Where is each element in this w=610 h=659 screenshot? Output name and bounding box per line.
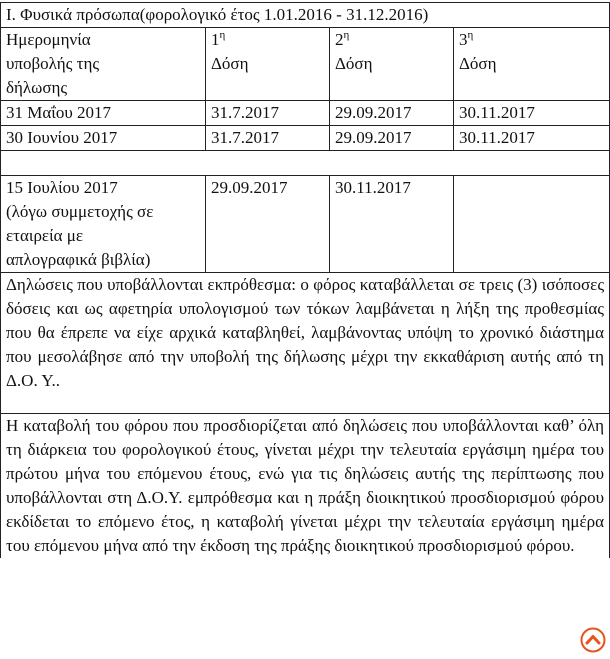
spacer bbox=[1, 151, 610, 176]
special-installment-1: 29.09.2017 bbox=[206, 176, 330, 273]
row-date: 31 Μαΐου 2017 bbox=[1, 101, 206, 126]
special-installment-2: 30.11.2017 bbox=[330, 176, 454, 273]
row-installment-2: 29.09.2017 bbox=[330, 101, 454, 126]
special-date: 15 Ιουλίου 2017 (λόγω συμμετοχής σε εταιρεία με απλογραφικά βιβλία) bbox=[1, 176, 206, 273]
row-installment-1: 31.7.2017 bbox=[206, 126, 330, 151]
table-title: Ι. Φυσικά πρόσωπα(φορολογικό έτος 1.01.2016 - 31.12.2016) bbox=[1, 3, 610, 28]
table-row bbox=[1, 101, 610, 126]
late-note-row bbox=[1, 273, 610, 414]
late-filing-note: Δηλώσεις που υποβάλλονται εκπρόθεσμα: ο φόρος καταβάλλεται σε τρεις (3) ισόποσες δόσεις και ως αφετηρία υπολογισμού των τόκων λαμβάνεται η λήξη της προθεσμίας που θα έπρεπε να είχε αρχικά καταβληθεί, λαμβάνοντας υπόψη το χρονικό διάστημα που μεσολάβησε από την υποβολή της δήλωσης μέχρι την εκκαθάριση αυτής από τη Δ.Ο. Υ.. bbox=[1, 273, 610, 414]
title-row bbox=[1, 3, 610, 28]
row-installment-2: 29.09.2017 bbox=[330, 126, 454, 151]
row-installment-3: 30.11.2017 bbox=[454, 101, 610, 126]
table-row bbox=[1, 126, 610, 151]
special-row bbox=[1, 176, 610, 273]
payment-deadline-note: Η καταβολή του φόρου που προσδιορίζεται από δηλώσεις που υποβάλλονται καθ’ όλη τη διάρκεια του φορολογικού έτους, γίνεται μέχρι την τελευταία εργάσιμη ημέρα του πρώτου μήνα του επόμενου έτους, ενώ για τις δηλώσεις αυτής της περίπτωσης που υποβάλλονται στη Δ.Ο.Υ. εμπρόθεσμα και η πράξη διοικητικού προσδιορισμού φόρου εκδίδεται το επόμενο έτος, η καταβολή γίνεται μέχρι την τελευταία εργάσιμη ημέρα του επόμενου μήνα από την έκδοση της πράξης διοικητικού προσδιορισμού φόρου. bbox=[1, 414, 610, 559]
chevron-up-logo-icon bbox=[580, 627, 606, 653]
special-installment-3 bbox=[454, 176, 610, 273]
header-row bbox=[1, 28, 610, 101]
header-installment-3: $3^\eta$ Δόση bbox=[454, 28, 610, 101]
header-date: Ημερομηνία υποβολής της δήλωσης bbox=[1, 28, 206, 101]
row-installment-3: 30.11.2017 bbox=[454, 126, 610, 151]
installments-table bbox=[0, 2, 610, 558]
header-installment-2: $2^\eta$ Δόση bbox=[330, 28, 454, 101]
header-installment-1: $1^\eta$ Δόση bbox=[206, 28, 330, 101]
row-date: 30 Ιουνίου 2017 bbox=[1, 126, 206, 151]
spacer-row bbox=[1, 151, 610, 176]
row-installment-1: 31.7.2017 bbox=[206, 101, 330, 126]
year-note-row bbox=[1, 414, 610, 559]
